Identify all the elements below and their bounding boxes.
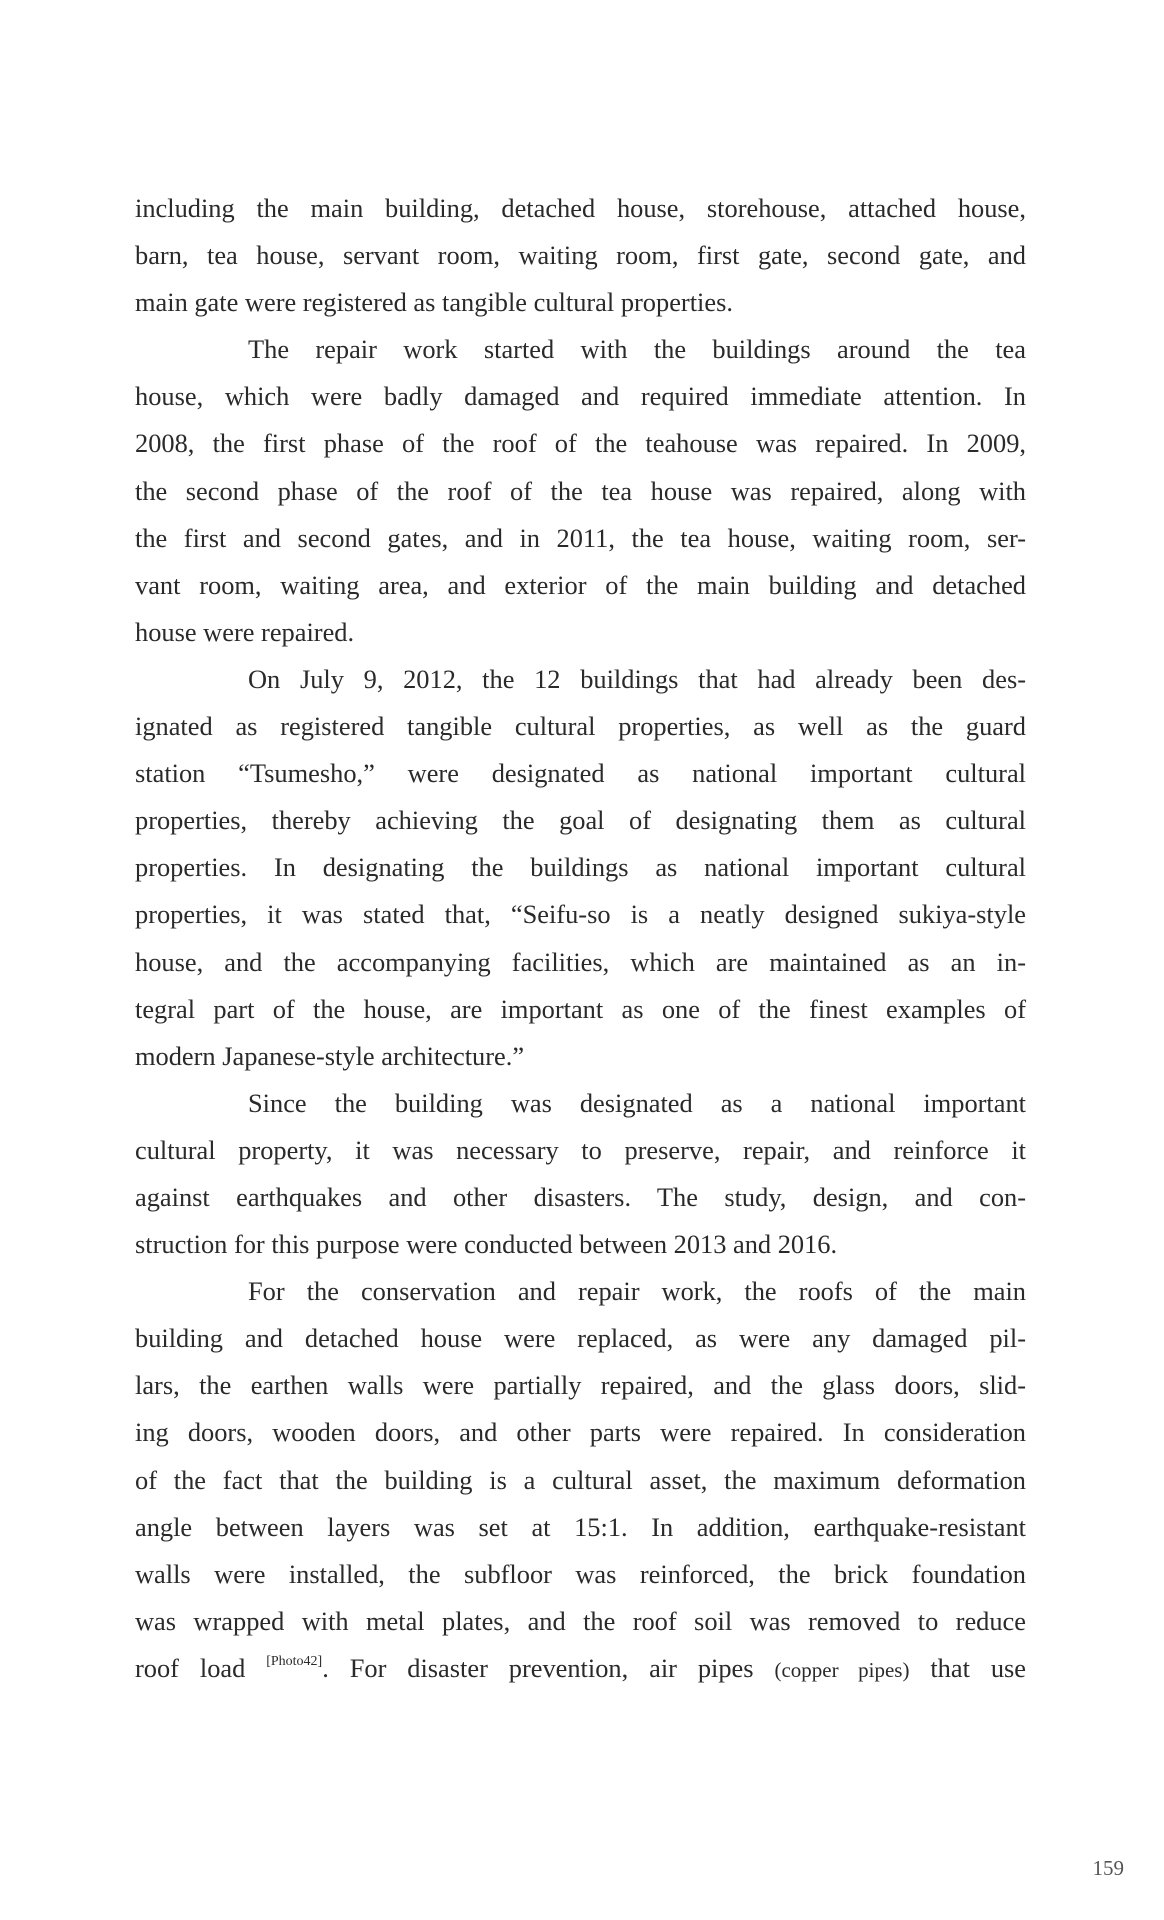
- text-fragment: . For disaster prevention, air pipes: [322, 1652, 775, 1683]
- text-line-with-reference: [135, 1645, 1026, 1692]
- text-line: lars, the earthen walls were partially repaired, and the glass doors, slid-: [135, 1370, 1026, 1401]
- text-line: walls were installed, the subfloor was reinforced, the brick foundation: [135, 1558, 1026, 1589]
- text-line: angle between layers was set at 15:1. In addition, earthquake-resistant: [135, 1511, 1026, 1542]
- text-line: struction for this purpose were conducted between 2013 and 2016.: [135, 1229, 838, 1260]
- text-line: station “Tsumesho,” were designated as national important cultural: [135, 758, 1026, 789]
- text-line: tegral part of the house, are important as one of the finest examples of: [135, 993, 1026, 1024]
- paragraph-start-line: The repair work started with the buildings around the tea: [248, 334, 1026, 365]
- text-fragment: roof load: [135, 1652, 267, 1683]
- text-line: vant room, waiting area, and exterior of the main building and detached: [135, 569, 1026, 600]
- text-line: properties, it was stated that, “Seifu-so is a neatly designed sukiya-style: [135, 899, 1026, 930]
- text-line: modern Japanese-style architecture.”: [135, 1040, 525, 1071]
- text-line: was wrapped with metal plates, and the roof soil was removed to reduce: [135, 1605, 1026, 1636]
- parenthetical-note: (copper pipes): [774, 1657, 910, 1682]
- paragraph-start-line: On July 9, 2012, the 12 buildings that had already been des-: [248, 663, 1026, 694]
- paragraph-start-line: Since the building was designated as a national important: [248, 1087, 1026, 1118]
- text-line: properties. In designating the buildings as national important cultural: [135, 852, 1026, 883]
- text-line: house were repaired.: [135, 616, 355, 647]
- text-line: the second phase of the roof of the tea house was repaired, along with: [135, 475, 1026, 506]
- page-number: 159: [1092, 1856, 1124, 1880]
- text-line: properties, thereby achieving the goal of designating them as cultural: [135, 805, 1026, 836]
- paragraph-start-line: For the conservation and repair work, the roofs of the main: [248, 1276, 1026, 1307]
- text-line: against earthquakes and other disasters. The study, design, and con-: [135, 1181, 1026, 1212]
- text-line: of the fact that the building is a cultural asset, the maximum deformation: [135, 1464, 1026, 1495]
- photo-reference: [Photo42]: [266, 1653, 323, 1669]
- text-line: barn, tea house, servant room, waiting room, first gate, second gate, and: [135, 240, 1026, 271]
- text-fragment: that use: [909, 1652, 1026, 1683]
- text-line: house, and the accompanying facilities, which are maintained as an in-: [135, 946, 1026, 977]
- text-line: the first and second gates, and in 2011, the tea house, waiting room, ser-: [135, 522, 1026, 553]
- text-line: ing doors, wooden doors, and other parts were repaired. In consideration: [135, 1417, 1026, 1448]
- text-line: house, which were badly damaged and required immediate attention. In: [135, 381, 1026, 412]
- text-line: cultural property, it was necessary to preserve, repair, and reinforce it: [135, 1134, 1026, 1165]
- body-text: [135, 185, 1026, 1692]
- text-line: main gate were registered as tangible cultural properties.: [135, 287, 733, 318]
- text-line: including the main building, detached house, storehouse, attached house,: [135, 193, 1026, 223]
- text-line: 2008, the first phase of the roof of the teahouse was repaired. In 2009,: [135, 428, 1026, 459]
- text-line: ignated as registered tangible cultural properties, as well as the guard: [135, 711, 1026, 742]
- text-line: building and detached house were replaced, as were any damaged pil-: [135, 1323, 1026, 1354]
